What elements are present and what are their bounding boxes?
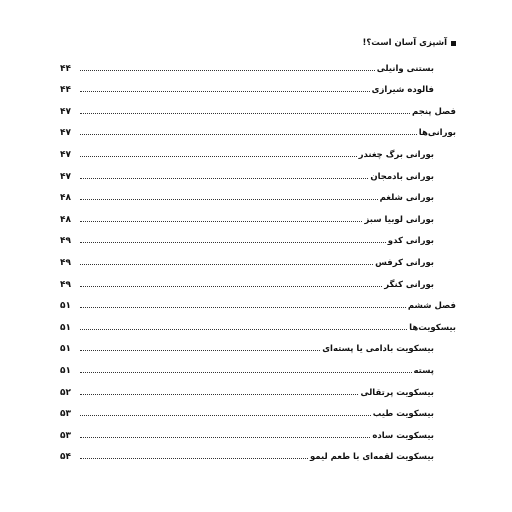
toc-entry-title: پسته (413, 365, 434, 376)
toc-entry[interactable] (60, 419, 456, 441)
toc-entry[interactable] (60, 52, 456, 74)
dot-leader (80, 415, 371, 416)
toc-entry-page-number: ۴۸ (60, 193, 71, 204)
toc-entry-title: فالوده شیرازی (371, 85, 434, 96)
dot-leader (80, 178, 368, 179)
dot-leader (80, 437, 370, 438)
dot-leader (80, 199, 378, 200)
toc-entry[interactable] (60, 95, 456, 117)
toc-entry-title: بورانی بادمجان (370, 171, 434, 182)
toc-entry-page-number: ۴۷ (60, 149, 71, 160)
toc-entry-title: بیسکویت بادامی یا پسته‌ای (322, 344, 434, 355)
dot-leader (80, 350, 320, 351)
toc-entry[interactable] (60, 74, 456, 96)
dot-leader (80, 458, 308, 459)
toc-entry[interactable] (60, 182, 456, 204)
toc-entry-title: بیسکویت ساده (372, 430, 434, 441)
header-title: آشپزی آسان است؟! (362, 38, 447, 48)
dot-leader (80, 372, 412, 373)
toc-entry-page-number: ۵۱ (60, 322, 71, 333)
toc-entry[interactable] (60, 138, 456, 160)
toc-entry[interactable] (60, 376, 456, 398)
toc-entry-title: بورانی‌ها (418, 128, 456, 139)
header-bullet-icon (451, 41, 456, 46)
toc-entry-title: بورانی کرفس (375, 257, 434, 268)
dot-leader (80, 70, 375, 71)
toc-entry[interactable] (60, 160, 456, 182)
toc-entry-page-number: ۵۱ (60, 301, 71, 312)
toc-entry-title: فصل ششم (407, 301, 456, 312)
toc-entry-title: بورانی لوبیا سبز (364, 214, 434, 225)
toc-entry-title: بورانی کدو (387, 236, 434, 247)
toc-entry-title: فصل پنجم (412, 106, 456, 117)
toc-entry[interactable] (60, 268, 456, 290)
toc-entry[interactable] (60, 290, 456, 312)
toc-entry-title: بستنی وانیلی (376, 63, 434, 74)
toc-entry-title: بیسکویت لقمه‌ای با طعم لیمو (309, 452, 434, 463)
toc-entry-page-number: ۵۳ (60, 430, 71, 441)
toc-entry-page-number: ۴۷ (60, 171, 71, 182)
toc-entry[interactable] (60, 333, 456, 355)
dot-leader (80, 113, 410, 114)
dot-leader (80, 91, 370, 92)
table-of-contents (60, 52, 456, 462)
dot-leader (80, 242, 386, 243)
toc-entry-page-number: ۴۹ (60, 257, 71, 268)
toc-entry-page-number: ۵۱ (60, 344, 71, 355)
toc-entry[interactable] (60, 398, 456, 420)
toc-entry-page-number: ۴۸ (60, 214, 71, 225)
toc-entry-page-number: ۴۷ (60, 106, 71, 117)
dot-leader (80, 307, 406, 308)
toc-entry-page-number: ۴۹ (60, 279, 71, 290)
toc-entry-title: بیسکویت طیب (372, 409, 434, 420)
toc-entry[interactable] (60, 354, 456, 376)
dot-leader (80, 286, 382, 287)
toc-entry-page-number: ۵۱ (60, 365, 71, 376)
toc-entry-page-number: ۵۳ (60, 409, 71, 420)
dot-leader (80, 394, 358, 395)
toc-entry-title: بورانی کنگر (384, 279, 434, 290)
toc-entry[interactable] (60, 117, 456, 139)
toc-entry-title: بورانی شلغم (379, 193, 434, 204)
running-header (362, 38, 456, 48)
dot-leader (80, 264, 373, 265)
toc-entry-title: بورانی برگ چغندر (358, 149, 434, 160)
toc-entry[interactable] (60, 225, 456, 247)
toc-entry-page-number: ۴۴ (60, 85, 71, 96)
toc-entry-page-number: ۵۴ (60, 452, 71, 463)
dot-leader (80, 156, 357, 157)
toc-entry[interactable] (60, 311, 456, 333)
toc-entry[interactable] (60, 203, 456, 225)
toc-entry[interactable] (60, 246, 456, 268)
toc-entry-page-number: ۴۴ (60, 63, 71, 74)
toc-entry-page-number: ۴۷ (60, 128, 71, 139)
dot-leader (80, 134, 417, 135)
toc-entry[interactable] (60, 441, 456, 463)
toc-entry-title: بیسکویت پرتقالی (360, 387, 434, 398)
dot-leader (80, 221, 362, 222)
toc-entry-page-number: ۵۲ (60, 387, 71, 398)
toc-entry-page-number: ۴۹ (60, 236, 71, 247)
dot-leader (80, 329, 407, 330)
toc-entry-title: بیسکویت‌ها (409, 322, 456, 333)
